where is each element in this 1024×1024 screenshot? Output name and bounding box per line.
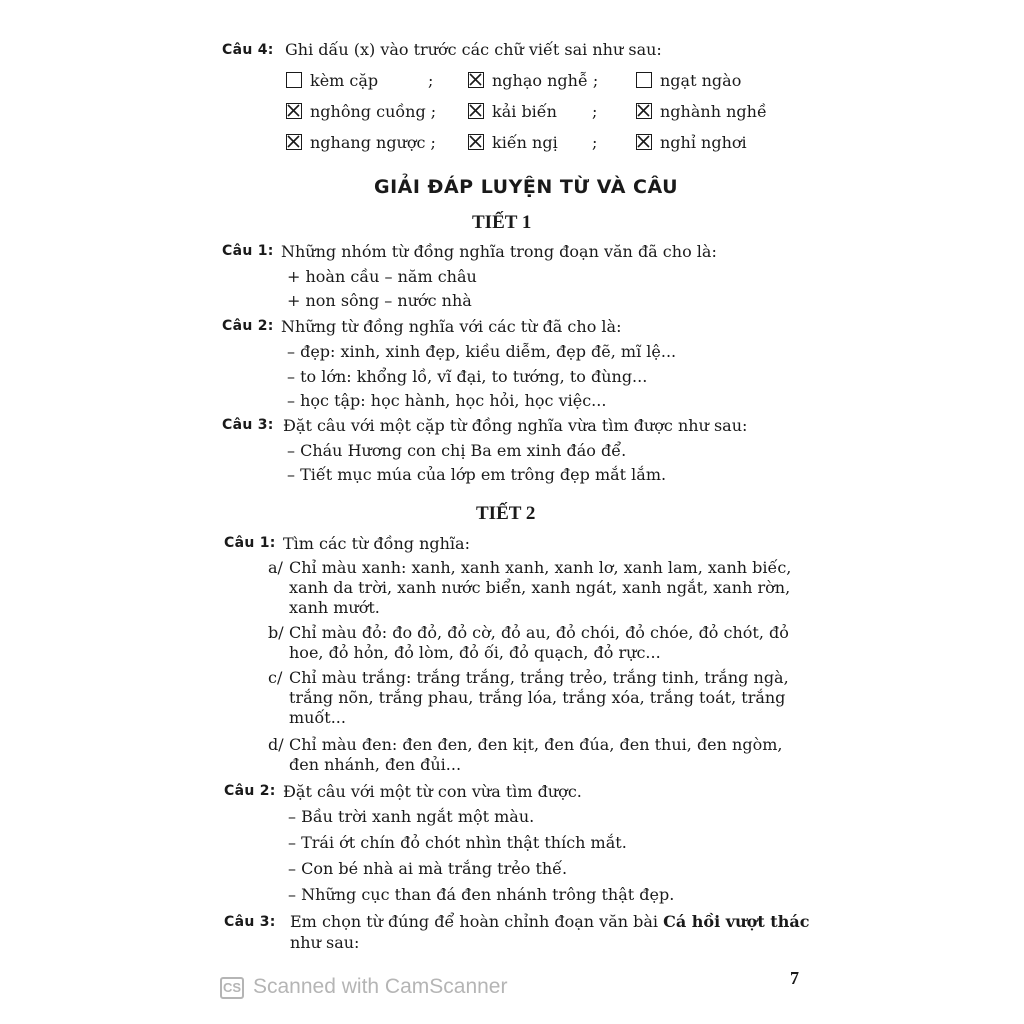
checked-box-icon [636,134,652,150]
section-title: GIẢI ĐÁP LUYỆN TỪ VÀ CÂU [374,176,679,198]
t2-c3-text: Em chọn từ đúng để hoàn chỉnh đoạn văn bài Cá hồi vượt thác [290,912,810,931]
t2-c1-c-line: muốt... [289,708,346,727]
t2-c3-text-line2: như sau: [290,933,360,952]
t2-c1-label: Câu 1: [224,535,276,551]
unchecked-box-icon [286,72,302,88]
t2-c1-a-line: xanh mướt. [289,598,380,617]
camscanner-watermark: CS Scanned with CamScanner [220,975,507,999]
camscanner-logo-icon: CS [220,977,244,999]
q4-item-6: nghành nghề [636,102,767,121]
t2-c1-b-line: hoe, đỏ hỏn, đỏ lòm, đỏ ối, đỏ quạch, đỏ rực... [289,643,661,662]
t2-c1-b-line: Chỉ màu đỏ: đo đỏ, đỏ cờ, đỏ au, đỏ chói, đỏ chóe, đỏ chót, đỏ [289,623,789,642]
q4-item-4: nghông cuồng ; [286,102,436,121]
t1-c1-line: + hoàn cầu – năm châu [287,267,477,286]
tiet1-title: TIẾT 1 [472,212,532,233]
q4-item-3: ngạt ngào [636,71,741,90]
q4-item-1: kèm cặp [286,71,378,90]
tiet2-title: TIẾT 2 [476,503,536,524]
t2-c2-line: – Trái ớt chín đỏ chót nhìn thật thích mắt. [288,833,627,852]
t2-c1-d-line: Chỉ màu đen: đen đen, đen kịt, đen đúa, đen thui, đen ngòm, [289,735,783,754]
t2-c1-text: Tìm các từ đồng nghĩa: [283,534,470,553]
t2-c1-a-line: xanh da trời, xanh nước biển, xanh ngát, xanh ngắt, xanh rờn, [289,578,791,597]
t2-c3-label: Câu 3: [224,914,276,930]
t1-c2-line: – đẹp: xinh, xinh đẹp, kiều diễm, đẹp đẽ, mĩ lệ... [287,342,677,361]
t2-c1-a-line: Chỉ màu xanh: xanh, xanh xanh, xanh lơ, xanh lam, xanh biếc, [289,558,792,577]
t1-c3-text: Đặt câu với một cặp từ đồng nghĩa vừa tìm được như sau: [283,416,748,435]
t1-c2-text: Những từ đồng nghĩa với các từ đã cho là: [281,317,622,336]
t2-c1-a-prefix: a/ [268,558,283,577]
t2-c2-line: – Những cục than đá đen nhánh trông thật đẹp. [288,885,675,904]
t1-c1-label: Câu 1: [222,243,274,259]
t2-c1-d-line: đen nhánh, đen đủi... [289,755,462,774]
t2-c1-c-prefix: c/ [268,668,283,687]
checked-box-icon [468,134,484,150]
q4-item-1-sep: ; [428,71,434,90]
t2-c2-line: – Bầu trời xanh ngắt một màu. [288,807,535,826]
checked-box-icon [286,103,302,119]
t1-c1-text: Những nhóm từ đồng nghĩa trong đoạn văn đã cho là: [281,242,717,261]
page-number: 7 [790,968,799,988]
q4-label: Câu 4: [222,42,274,58]
t2-c2-label: Câu 2: [224,783,276,799]
t2-c2-text: Đặt câu với một từ con vừa tìm được. [283,782,582,801]
t1-c2-label: Câu 2: [222,318,274,334]
checked-box-icon [468,72,484,88]
t2-c3-bold-title: Cá hồi vượt thác [663,912,810,931]
t2-c1-c-line: Chỉ màu trắng: trắng trắng, trắng trẻo, trắng tinh, trắng ngà, [289,668,789,687]
q4-item-7: nghang ngược ; [286,133,436,152]
t2-c1-b-prefix: b/ [268,623,284,642]
q4-item-8: kiến ngị [468,133,558,152]
t2-c1-d-prefix: d/ [268,735,284,754]
checked-box-icon [286,134,302,150]
t1-c3-line: – Tiết mục múa của lớp em trông đẹp mắt lắm. [287,465,667,484]
q4-text: Ghi dấu (x) vào trước các chữ viết sai như sau: [285,40,662,59]
t1-c3-line: – Cháu Hương con chị Ba em xinh đáo để. [287,441,627,460]
t2-c1-c-line: trắng nõn, trắng phau, trắng lóa, trắng xóa, trắng toát, trắng [289,688,786,707]
t1-c3-label: Câu 3: [222,417,274,433]
unchecked-box-icon [636,72,652,88]
q4-item-5-sep: ; [592,102,598,121]
checked-box-icon [636,103,652,119]
t1-c2-line: – to lớn: khổng lồ, vĩ đại, to tướng, to đùng... [287,367,648,386]
q4-item-9: nghỉ nghơi [636,133,747,152]
t1-c1-line: + non sông – nước nhà [287,291,472,310]
checked-box-icon [468,103,484,119]
q4-item-5: kải biến [468,102,557,121]
q4-item-8-sep: ; [592,133,598,152]
q4-item-2: nghạo nghễ ; [468,71,598,90]
t2-c2-line: – Con bé nhà ai mà trắng trẻo thế. [288,859,568,878]
t1-c2-line: – học tập: học hành, học hỏi, học việc... [287,391,607,410]
